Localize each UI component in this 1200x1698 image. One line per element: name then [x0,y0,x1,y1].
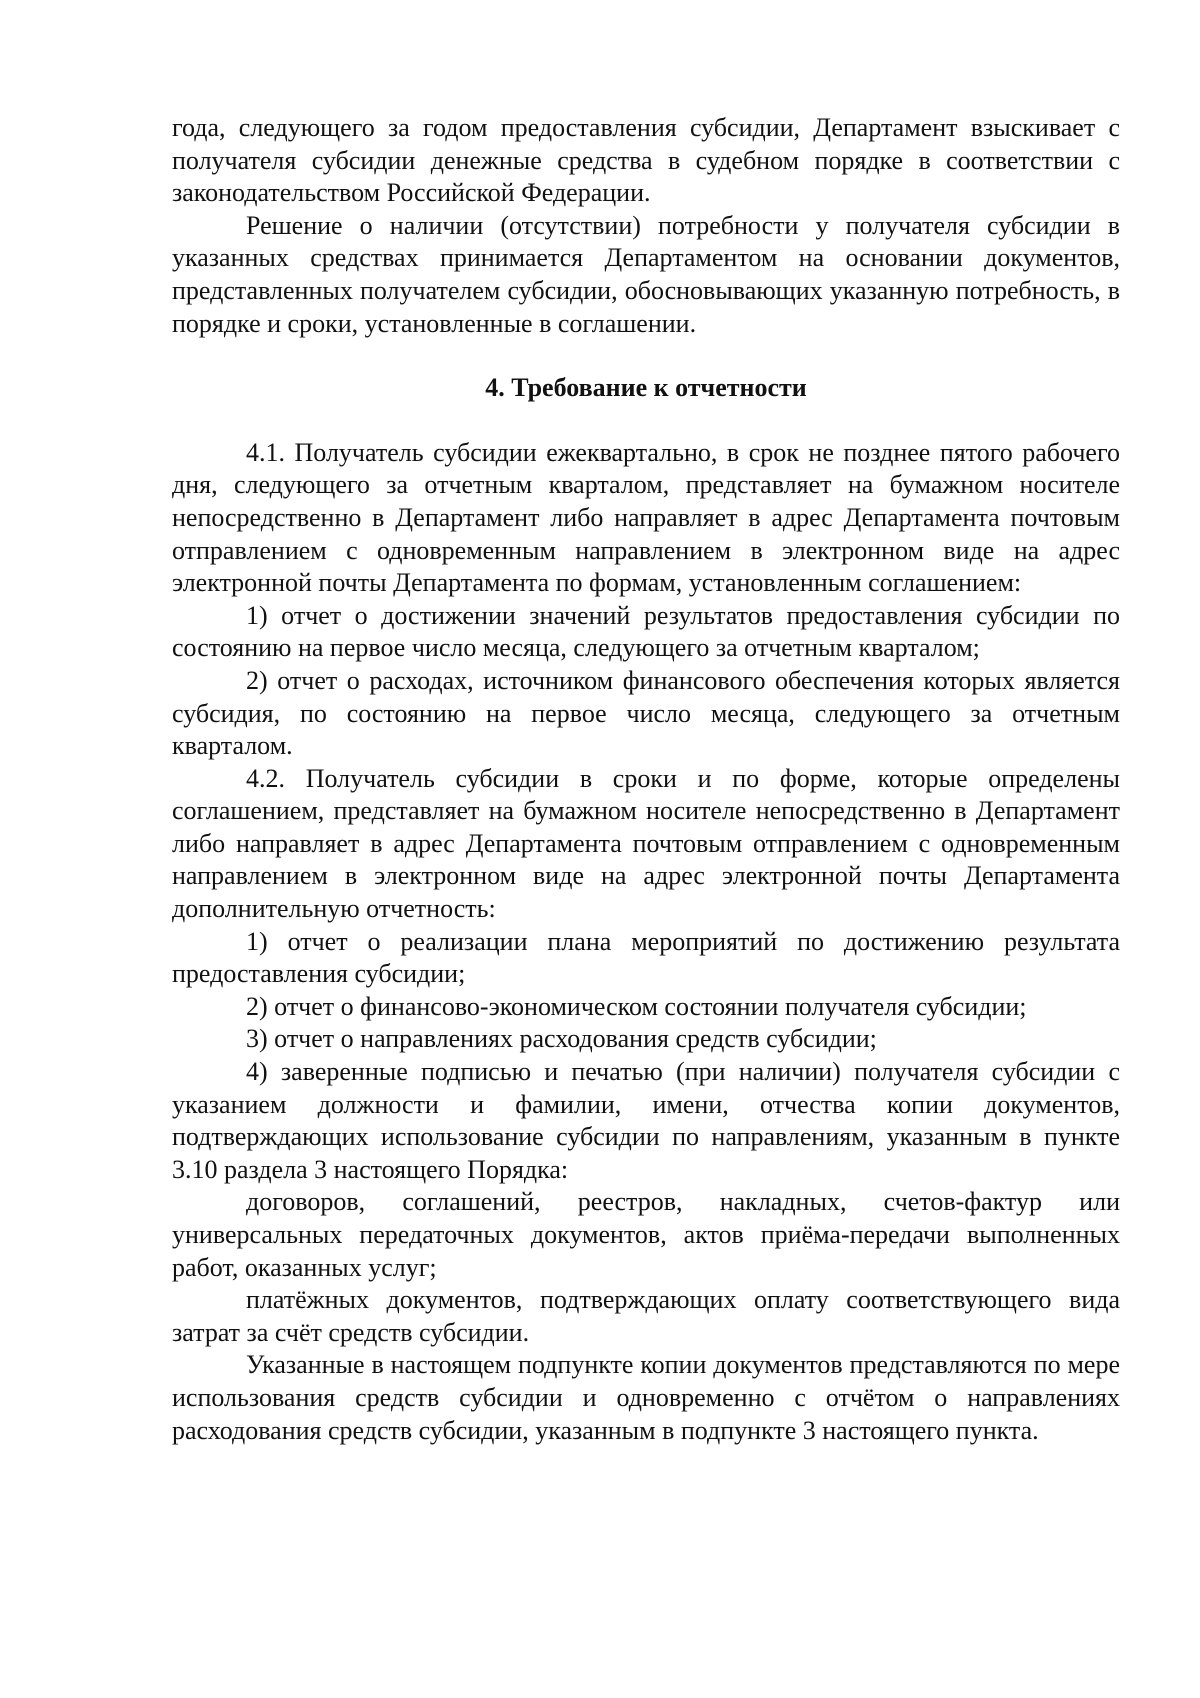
paragraph-4-1-item-2: 2) отчет о расходах, источником финансового обеспечения которых является субсидия, по состоянию на первое число месяца, следующего за отчетным кварталом. [172,665,1120,761]
paragraph-4-1: 4.1. Получатель субсидии ежеквартально, в срок не позднее пятого рабочего дня, следующего за отчетным кварталом, представляет на бумажном носителе непосредственно в Департамент либо направляет в адрес Департамента почтовым отправлением с одновременным направлением в электронном виде на адрес электронной почты Департамента по формам, установленным соглашением: [172,437,1120,598]
section-heading: 4. Требование к отчетности [485,373,807,403]
paragraph-continuation: года, следующего за годом предоставления субсидии, Департамент взыскивает с получателя субсидии денежные средства в судебном порядке в соответствии с законодательством Российской Федерации. [172,113,1120,208]
paragraph-contracts: договоров, соглашений, реестров, накладных, счетов-фактур или универсальных передаточных документов, актов приёма-передачи выполненных работ, оказанных услуг; [172,1187,1120,1282]
paragraph-4-2: 4.2. Получатель субсидии в сроки и по форме, которые определены соглашением, представляет на бумажном носителе непосредственно в Департамент либо направляет в адрес Департамента почтовым отправлением с одновременным направлением в электронном виде на адрес электронной почты Департамента дополнительную отчетность: [172,763,1120,924]
paragraph-4-2-item-4: 4) заверенные подписью и печатью (при наличии) получателя субсидии с указанием должности и фамилии, имени, отчества копии документов, подтверждающих использование субсидии по направлениям, указанным в пункте 3.10 раздела 3 настоящего Порядка: [172,1057,1120,1184]
paragraph-payments: платёжных документов, подтверждающих оплату соответствующего вида затрат за счёт средств субсидии. [172,1285,1120,1347]
paragraph-4-2-item-3: 3) отчет о направлениях расходования средств субсидии; [246,1024,877,1054]
paragraph-4-1-item-1: 1) отчет о достижении значений результатов предоставления субсидии по состоянию на первое число месяца, следующего за отчетным кварталом; [172,600,1120,663]
paragraph-4-2-item-1: 1) отчет о реализации плана мероприятий по достижению результата предоставления субсидии; [172,926,1120,989]
paragraph-4-2-item-2: 2) отчет о финансово-экономическом состоянии получателя субсидии; [246,991,1027,1021]
paragraph-decision: Решение о наличии (отсутствии) потребности у получателя субсидии в указанных средствах принимается Департаментом на основании документов, представленных получателем субсидии, обосновывающих указанную потребность, в порядке и сроки, установленные в соглашении. [172,210,1120,338]
paragraph-copies-note: Указанные в настоящем подпункте копии документов представляются по мере использования средств субсидии и одновременно с отчётом о направлениях расходования средств субсидии, указанным в подпункте 3 настоящего пункта. [172,1350,1120,1445]
document-page [172,112,1120,1447]
